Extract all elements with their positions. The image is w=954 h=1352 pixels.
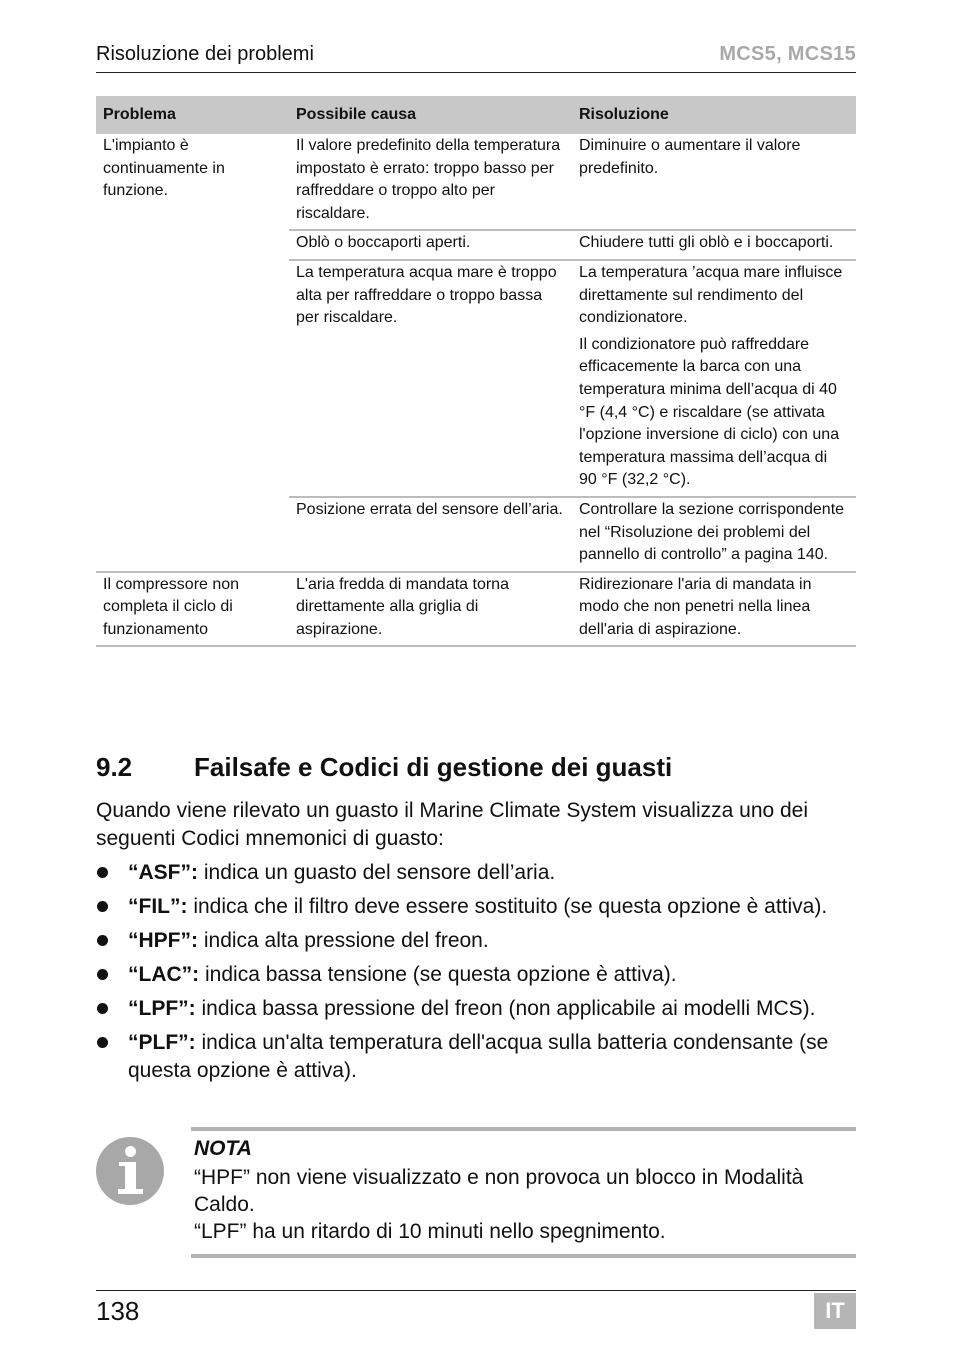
fault-description: indica bassa tensione (se questa opzione è attiva).	[205, 963, 677, 986]
fault-code: “ASF”:	[128, 861, 198, 884]
note-line: “LPF” ha un ritardo di 10 minuti nello spegnimento.	[194, 1220, 666, 1243]
section-title: Failsafe e Codici di gestione dei guasti	[194, 752, 673, 782]
list-item	[96, 893, 858, 921]
solution-text: Diminuire o aumentare il valore predefinito.	[579, 137, 801, 177]
solution-text: Controllare la sezione corrispondente nel “Risoluzione dei problemi del pannello di controllo” a pagina 140.	[579, 500, 845, 564]
fault-description: indica alta pressione del freon.	[203, 929, 489, 952]
page-number: 138	[96, 1296, 140, 1326]
bullet-icon	[97, 935, 108, 946]
solution-cell	[572, 497, 856, 572]
cause-cell: Posizione errata del sensore dell’aria.	[289, 497, 572, 572]
solution-text: Chiudere tutti gli oblò e i boccaporti.	[579, 234, 834, 252]
list-item	[96, 961, 858, 989]
column-header-problem: Problema	[96, 96, 289, 134]
header-section-title: Risoluzione dei problemi	[96, 43, 314, 65]
troubleshooting-table	[96, 96, 856, 647]
fault-description: indica che il filtro deve essere sostituito (se questa opzione è attiva).	[193, 895, 828, 918]
bullet-icon	[97, 1037, 108, 1048]
solution-text: La temperatura ’acqua mare influisce direttamente sul rendimento del condizionatore.	[579, 263, 843, 327]
language-badge: IT	[814, 1293, 856, 1329]
solution-cell	[572, 572, 856, 647]
list-item	[96, 1029, 858, 1085]
fault-code: “LPF”:	[128, 997, 196, 1020]
cause-cell: La temperatura acqua mare è troppo alta per raffreddare o troppo bassa per riscaldare.	[289, 260, 572, 497]
note-title: NOTA	[194, 1137, 252, 1160]
cause-cell: Il valore predefinito della temperatura impostato è errato: troppo basso per raffreddare o troppo alto per riscaldare.	[289, 134, 572, 230]
solution-cell	[572, 260, 856, 497]
problem-cell: Il compressore non completa il ciclo di funzionamento	[96, 572, 289, 647]
table-header-row	[96, 96, 856, 134]
bullet-icon	[97, 901, 108, 912]
section-number: 9.2	[96, 752, 133, 782]
column-header-cause: Possibile causa	[289, 96, 572, 134]
solution-cell	[572, 134, 856, 230]
note-box	[191, 1127, 856, 1258]
fault-code: “PLF”:	[128, 1031, 196, 1054]
page-footer	[96, 1290, 856, 1329]
fault-code: “FIL”:	[128, 895, 188, 918]
fault-description: indica un guasto del sensore dell’aria.	[203, 861, 556, 884]
fault-code: “HPF”:	[128, 929, 198, 952]
solution-cell	[572, 230, 856, 260]
list-item	[96, 995, 858, 1023]
info-icon	[96, 1137, 164, 1205]
fault-description: indica bassa pressione del freon (non applicabile ai modelli MCS).	[201, 997, 816, 1020]
intro-paragraph: Quando viene rilevato un guasto il Marine Climate System visualizza uno dei seguenti Codici mnemonici di guasto:	[96, 799, 809, 850]
fault-description: indica un'alta temperatura dell'acqua sulla batteria condensante (se questa opzione è attiva).	[128, 1031, 829, 1082]
column-header-solution: Risoluzione	[572, 96, 856, 134]
bullet-icon	[97, 867, 108, 878]
note-body	[194, 1164, 854, 1245]
section-heading	[96, 752, 672, 783]
table-row	[96, 572, 856, 647]
note-line: “HPF” non viene visualizzato e non provoca un blocco in Modalità Caldo.	[194, 1166, 804, 1216]
list-item	[96, 927, 858, 955]
cause-cell: L'aria fredda di mandata torna direttamente alla griglia di aspirazione.	[289, 572, 572, 647]
list-item	[96, 859, 858, 887]
fault-code: “LAC”:	[128, 963, 200, 986]
problem-cell: L'impianto è continuamente in funzione.	[96, 134, 289, 572]
fault-code-list	[96, 859, 858, 1091]
cause-cell: Oblò o boccaporti aperti.	[289, 230, 572, 260]
bullet-icon	[97, 969, 108, 980]
bullet-icon	[97, 1003, 108, 1014]
solution-text: Il condizionatore può raffreddare efficacemente la barca con una temperatura minima dell’acqua di 40 °F (4,4 °C) e riscaldare (se attivata l'opzione inversione di ciclo) con una temperatura massima dell’acqua di 90 °F (32,2 °C).	[579, 335, 840, 489]
page-header	[96, 40, 856, 73]
header-model-label: MCS5, MCS15	[719, 43, 856, 65]
solution-text: Ridirezionare l'aria di mandata in modo che non penetri nella linea dell'aria di aspirazione.	[579, 575, 812, 638]
table-row	[96, 134, 856, 230]
